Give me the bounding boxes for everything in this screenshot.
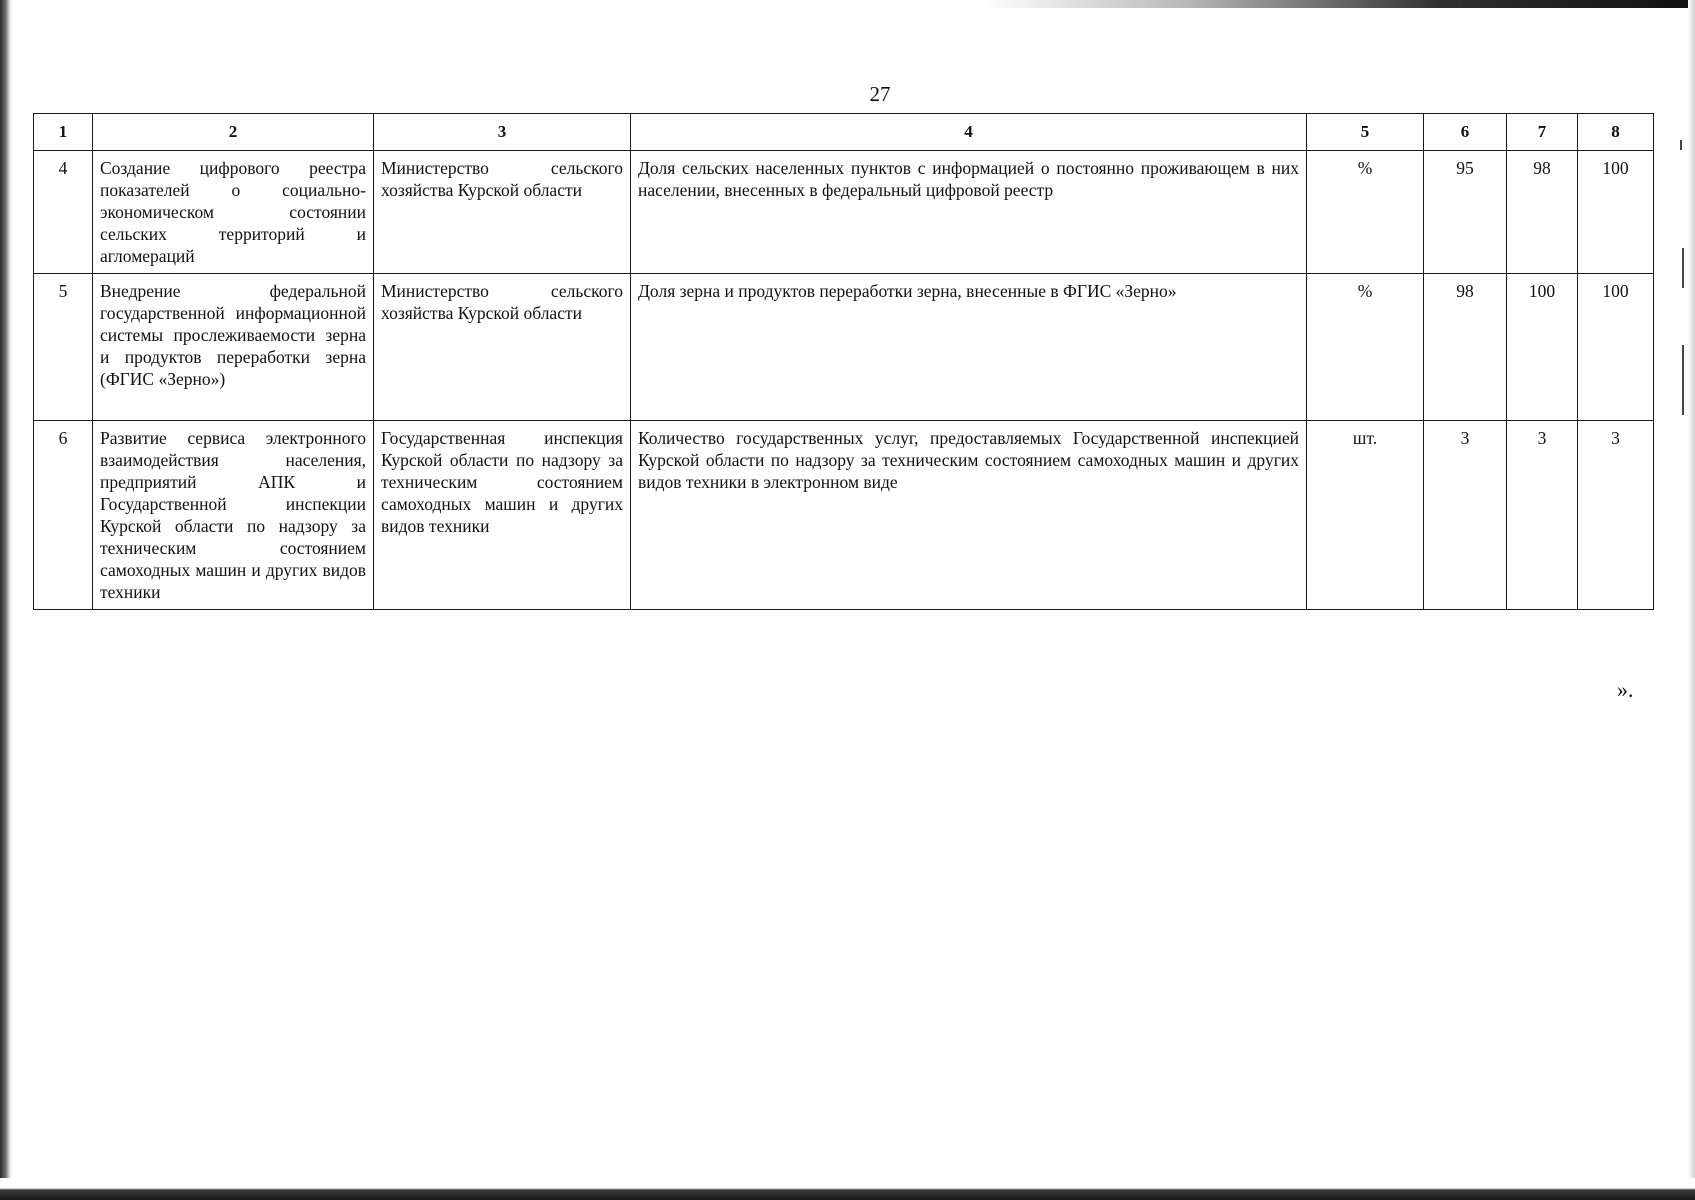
unit-cell: шт. [1307,421,1424,610]
unit-cell: % [1307,151,1424,274]
scan-edge-top [0,0,1695,8]
measure-cell: Создание цифрового реестра показателей о социально-экономическом состоянии сельских территорий и агломераций [93,151,374,274]
header-cell: 3 [374,114,631,151]
page-number: 27 [869,82,891,106]
executor-cell: Государственная инспекция Курской области по надзору за техническим состоянием самоходных машин и других видов техники [374,421,631,610]
table-row [34,151,1654,274]
header-cell: 8 [1578,114,1654,151]
row-number: 5 [34,274,93,421]
header-cell: 7 [1507,114,1578,151]
unit-cell: % [1307,274,1424,421]
measure-cell: Внедрение федеральной государственной информационной системы прослеживаемости зерна и продуктов переработки зерна (ФГИС «Зерно») [93,274,374,421]
table-header-row [34,114,1654,151]
value-cell: 95 [1424,151,1507,274]
value-cell: 3 [1507,421,1578,610]
scan-speck [1682,345,1684,415]
header-cell: 6 [1424,114,1507,151]
row-number: 6 [34,421,93,610]
table-row [34,421,1654,610]
value-cell: 3 [1578,421,1654,610]
executor-cell: Министерство сельского хозяйства Курской области [374,151,631,274]
value-cell: 98 [1424,274,1507,421]
value-cell: 100 [1578,151,1654,274]
header-cell: 5 [1307,114,1424,151]
scan-speck [1680,140,1682,150]
indicator-cell: Доля зерна и продуктов переработки зерна, внесенные в ФГИС «Зерно» [631,274,1307,421]
header-cell: 4 [631,114,1307,151]
scan-edge-bottom [0,1178,1695,1200]
closing-quote-mark: ». [1617,677,1634,702]
row-number: 4 [34,151,93,274]
indicators-table [33,113,1654,610]
header-cell: 1 [34,114,93,151]
indicator-cell: Доля сельских населенных пунктов с информацией о постоянно проживающем в них населении, внесенных в федеральный цифровой реестр [631,151,1307,274]
table-row [34,274,1654,421]
executor-cell: Министерство сельского хозяйства Курской области [374,274,631,421]
indicator-cell: Количество государственных услуг, предоставляемых Государственной инспекцией Курской области по надзору за техническим состоянием самоходных машин и других видов техники в электронном виде [631,421,1307,610]
value-cell: 100 [1507,274,1578,421]
value-cell: 100 [1578,274,1654,421]
value-cell: 98 [1507,151,1578,274]
measure-cell: Развитие сервиса электронного взаимодействия населения, предприятий АПК и Государственной инспекции Курской области по надзору за техническим состоянием самоходных машин и других видов техники [93,421,374,610]
scan-edge-right [1688,0,1695,1200]
scan-edge-left [0,0,12,1200]
value-cell: 3 [1424,421,1507,610]
header-cell: 2 [93,114,374,151]
scan-speck [1682,248,1684,288]
